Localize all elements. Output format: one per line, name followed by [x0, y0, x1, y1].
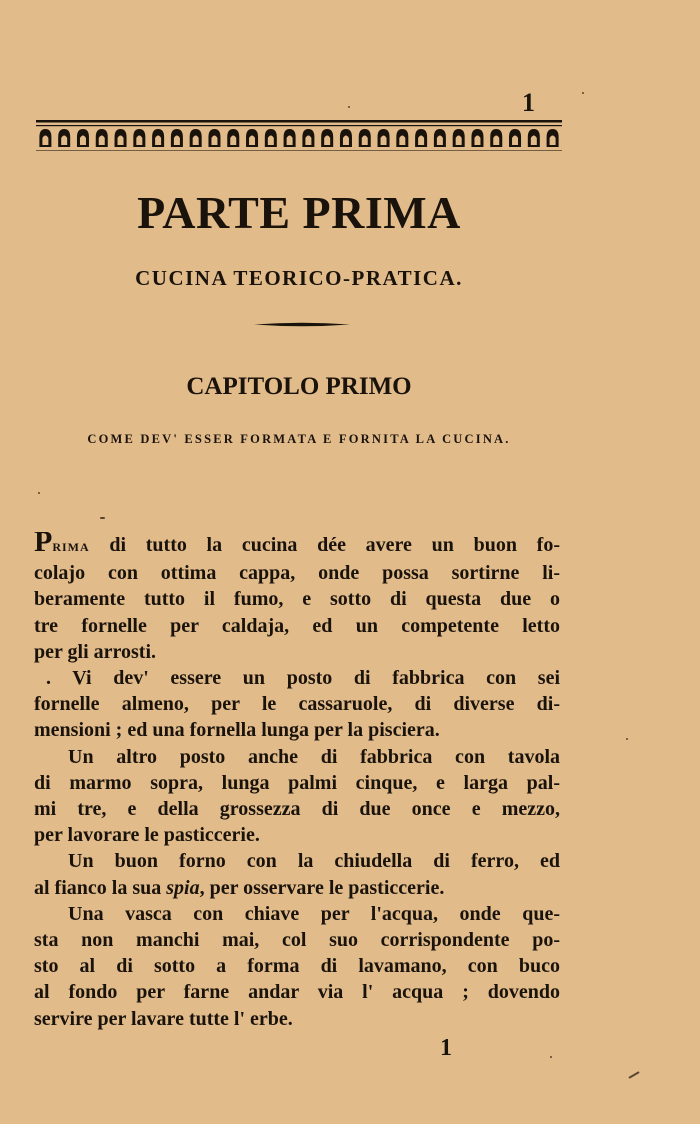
- paragraph-1-line: [34, 532, 560, 560]
- chapter-subtitle: COME DEV' ESSER FORMATA E FORNITA LA CUCINA.: [87, 432, 511, 446]
- paragraph-4-line: Un buon forno con la chiudella di ferro, ed: [68, 850, 560, 873]
- ornament-motif: [96, 129, 108, 147]
- part-subtitle: CUCINA TEORICO-PRATICA.: [135, 266, 463, 290]
- ornament-motif: [246, 129, 258, 147]
- divider-rule: [254, 322, 350, 327]
- ornament-motif: [77, 129, 89, 147]
- paper-speck: [628, 1071, 639, 1079]
- part-title: PARTE PRIMA: [137, 187, 461, 238]
- paragraph-2-line: . Vi dev' essere un posto di fabbrica con sei: [46, 667, 560, 690]
- paragraph-3-line: di marmo sopra, lunga palmi cinque, e larga pal-: [34, 771, 560, 794]
- ornament-motif: [152, 129, 164, 147]
- paragraph-1-line: tre fornelle per caldaja, ed un competente letto: [34, 614, 560, 637]
- paragraph-5-line: sto al di sotto a forma di lavamano, con buco: [34, 955, 560, 978]
- paper-speck: [348, 106, 350, 108]
- ornament-motif: [528, 129, 540, 147]
- paper-speck: [100, 517, 105, 519]
- paragraph-2-line: mensioni ; ed una fornella lunga per la pisciera.: [34, 719, 440, 742]
- ornament-motif: [340, 129, 352, 147]
- paragraph-5-line: sta non manchi mai, col suo corrispondente po-: [34, 929, 560, 952]
- ornament-motif: [284, 129, 296, 147]
- ornament-motif: [58, 129, 70, 147]
- ornament-motif: [133, 129, 145, 147]
- paper-speck: [582, 92, 584, 94]
- paper-speck: [38, 492, 40, 494]
- chapter-title: CAPITOLO PRIMO: [186, 373, 412, 400]
- paragraph-4-line: [34, 875, 560, 901]
- ornament-motif: [471, 129, 483, 147]
- text-segment: di tutto la cucina dée avere un buon fo-: [89, 534, 560, 556]
- page-number-top: 1: [522, 88, 535, 117]
- body-text: [34, 532, 560, 1032]
- ornamental-border: [36, 116, 562, 156]
- paragraph-2-line: fornelle almeno, per le cassaruole, di diverse di-: [34, 693, 560, 716]
- ornament-motif: [547, 129, 559, 147]
- small-caps-word: RIMA: [52, 540, 90, 554]
- ornament-motif: [509, 129, 521, 147]
- drop-cap: P: [34, 532, 53, 558]
- ornament-motif: [396, 129, 408, 147]
- ornament-motif: [415, 129, 427, 147]
- ornament-motif: [302, 129, 314, 147]
- ornament-motif: [39, 129, 51, 147]
- paragraph-1-line: colajo con ottima cappa, onde possa sortirne li-: [34, 562, 560, 585]
- text-segment: , per osservare le pasticcerie.: [199, 876, 445, 899]
- ornament-motif: [378, 129, 390, 147]
- paragraph-3-line: per lavorare le pasticcerie.: [34, 824, 260, 847]
- ornament-motif: [265, 129, 277, 147]
- paragraph-5-line: Una vasca con chiave per l'acqua, onde que-: [68, 902, 560, 925]
- ornament-motif: [453, 129, 465, 147]
- italic-word: spia: [166, 876, 200, 899]
- ornament-motif: [227, 129, 239, 147]
- ornament-motif: [434, 129, 446, 147]
- text-segment: al fianco la sua: [34, 876, 167, 899]
- ornament-motif: [115, 129, 127, 147]
- ornament-motif: [208, 129, 220, 147]
- paragraph-1-line: beramente tutto il fumo, e sotto di questa due o: [34, 588, 560, 611]
- ornament-motif: [490, 129, 502, 147]
- ornament-motif: [321, 129, 333, 147]
- ornament-motif: [190, 129, 202, 147]
- paper-speck: [550, 1056, 552, 1058]
- ornament-motif: [171, 129, 183, 147]
- paragraph-5-line: servire per lavare tutte l' erbe.: [34, 1007, 293, 1030]
- page-number-bottom: 1: [440, 1035, 452, 1061]
- ornament-motif: [359, 129, 371, 147]
- paper-speck: [626, 738, 628, 740]
- paragraph-3-line: mi tre, e della grossezza di due once e mezzo,: [34, 798, 560, 821]
- paragraph-1-line: per gli arrosti.: [34, 640, 157, 663]
- paragraph-3-line: Un altro posto anche di fabbrica con tavola: [68, 745, 560, 768]
- paragraph-5-line: al fondo per farne andar via l' acqua ; dovendo: [34, 981, 560, 1004]
